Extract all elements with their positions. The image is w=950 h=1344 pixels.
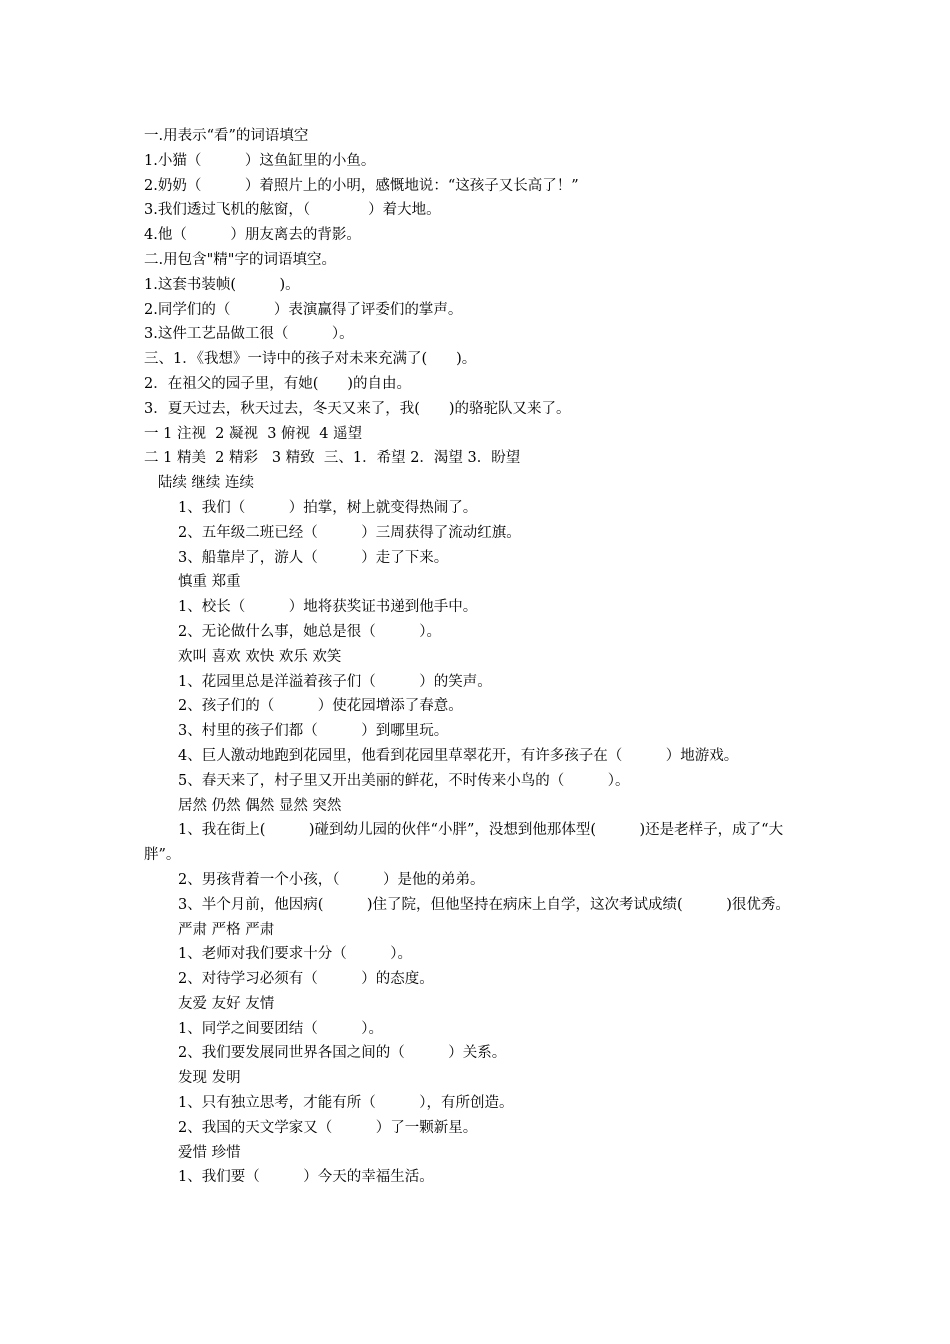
- text-line: 3．夏天过去，秋天过去，冬天又来了，我( )的骆驼队又来了。: [144, 400, 571, 417]
- text-line: 1、老师对我们要求十分（ ）。: [178, 946, 412, 963]
- text-line: 1、同学之间要团结（ ）。: [178, 1020, 383, 1037]
- worksheet-page: [144, 124, 814, 1190]
- text-line: 1.这套书装帧( )。: [144, 276, 300, 293]
- text-line: 三、1．《我想》一诗中的孩子对未来充满了( )。: [144, 351, 477, 368]
- text-line: 2、男孩背着一个小孩，（ ）是他的弟弟。: [178, 871, 485, 888]
- text-line: 2、我国的天文学家又（ ）了一颗新星。: [178, 1119, 478, 1136]
- text-line: 1.小猫（ ）这鱼缸里的小鱼。: [144, 152, 376, 169]
- text-line: 2、孩子们的（ ）使花园增添了春意。: [178, 698, 463, 715]
- text-line: 3、船靠岸了，游人（ ）走了下来。: [178, 549, 449, 566]
- text-line: 3.这件工艺品做工很（ ）。: [144, 326, 354, 343]
- text-line: 2.奶奶（ ）着照片上的小明，感慨地说：“这孩子又长高了！”: [144, 177, 579, 194]
- text-line: 2、我们要发展同世界各国之间的（ ）关系。: [178, 1045, 507, 1062]
- text-line: 3、半个月前，他因病( )住了院，但他坚持在病床上自学，这次考试成绩( )很优秀。: [178, 896, 790, 913]
- text-line: 友爱 友好 友情: [178, 995, 275, 1012]
- text-line: 1、校长（ ）地将获奖证书递到他手中。: [178, 599, 478, 616]
- text-line: 4.他（ ）朋友离去的背影。: [144, 227, 361, 244]
- text-line: 二 1 精美 2 精彩 3 精致 三、1．希望 2．渴望 3．盼望: [144, 450, 521, 467]
- text-line: 1、花园里总是洋溢着孩子们（ ）的笑声。: [178, 673, 492, 690]
- text-line: 2．在祖父的园子里，有她( )的自由。: [144, 375, 412, 392]
- text-line: 3、村里的孩子们都（ ）到哪里玩。: [178, 723, 449, 740]
- text-line: 爱惜 珍惜: [178, 1144, 241, 1161]
- text-line: 1、我们（ ）拍掌，树上就变得热闹了。: [178, 499, 478, 516]
- text-line: 2、对待学习必须有（ ）的态度。: [178, 971, 434, 988]
- text-line: 4、巨人激动地跑到花园里，他看到花园里草翠花开，有许多孩子在（ ）地游戏。: [178, 747, 739, 764]
- text-line: 5、春天来了，村子里又开出美丽的鲜花，不时传来小鸟的（ ）。: [178, 772, 630, 789]
- text-line: 1、我们要（ ）今天的幸福生活。: [178, 1169, 434, 1186]
- text-line: 3.我们透过飞机的舷窗，（ ）着大地。: [144, 202, 441, 219]
- text-line: 一 1 注视 2 凝视 3 俯视 4 遥望: [144, 425, 363, 442]
- text-line: 2、五年级二班已经（ ）三周获得了流动红旗。: [178, 524, 521, 541]
- text-line: 1、我在街上( )碰到幼儿园的伙伴“小胖”，没想到他那体型( )还是老样子，成了“大胖”。: [144, 822, 784, 864]
- text-line: 二.用包含"精"字的词语填空。: [144, 251, 336, 268]
- text-line: 2、无论做什么事，她总是很（ ）。: [178, 623, 441, 640]
- text-line: 严肃 严格 严肃: [178, 921, 275, 938]
- text-line: 居然 仍然 偶然 显然 突然: [178, 797, 342, 814]
- text-line: 欢叫 喜欢 欢快 欢乐 欢笑: [178, 648, 342, 665]
- text-line: 1、只有独立思考，才能有所（ ），有所创造。: [178, 1095, 514, 1112]
- text-line: 一.用表示“看”的词语填空: [144, 128, 309, 144]
- text-line: 慎重 郑重: [178, 574, 241, 591]
- text-line: 陆续 继续 连续: [144, 475, 255, 492]
- text-line: 2.同学们的（ ）表演赢得了评委们的掌声。: [144, 301, 463, 318]
- text-line: 发现 发明: [178, 1070, 241, 1087]
